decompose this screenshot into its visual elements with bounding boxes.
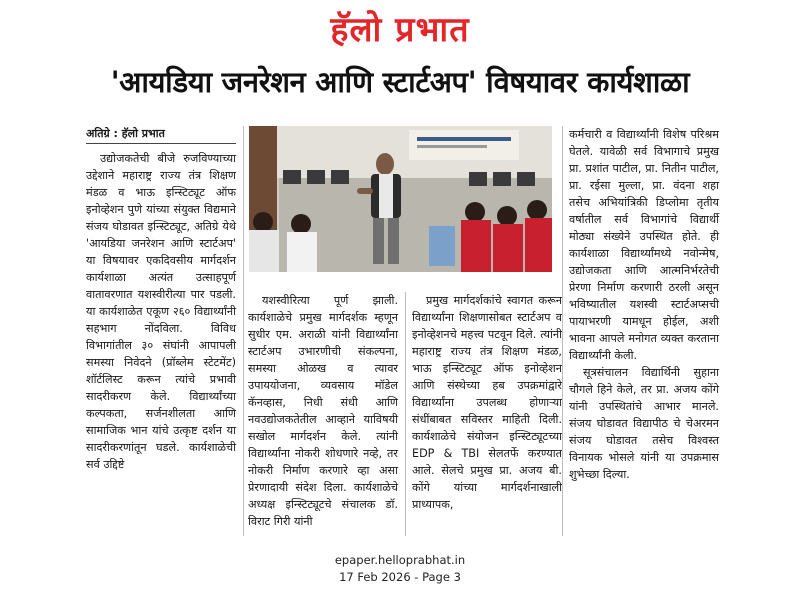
column-3-text: प्रमुख मार्गदर्शकांचे स्वागत करून विद्यार्थ्यांना शिक्षणासोबत स्टार्टअप व इनोव्हेशनचे महत्त्व पटवून दिले. त्यांनी महाराष्ट्र राज्य तंत्र शिक्षण मंडळ, भाऊ इन्स्टिट्यूट ऑफ इनोव्हेशन आणि संस्थेच्या हब उपक्रमांद्वारे विद्यार्थ्यांना उपलब्ध होणाऱ्या संधींबाबत सविस्तर माहिती दिली. कार्यशाळेचे संयोजन इन्स्टिट्यूटच्या EDP & TBI सेलतर्फे करण्यात आले. सेलचे प्रमुख प्रा. अजय बी. कोंगे यांच्या मार्गदर्शनाखाली प्राध्यापक, bbox=[412, 294, 562, 511]
column-divider bbox=[562, 126, 563, 536]
article-column-4 bbox=[569, 126, 719, 483]
newspaper-masthead: हॅलो प्रभात bbox=[330, 10, 470, 50]
article-headline: 'आयडिया जनरेशन आणि स्टार्टअप' विषयावर कार्यशाळा bbox=[110, 65, 690, 99]
workshop-photo-illustration bbox=[249, 126, 552, 272]
article-column-2 bbox=[248, 292, 398, 530]
column-4-text-a: कर्मचारी व विद्यार्थ्यांनी विशेष परिश्रम घेतले. यावेळी सर्व विभागाचे प्रमुख प्रा. प्रशांत पाटील, प्रा. नितीन पाटील, प्रा. रईसा मुल्ला, प्रा. वंदना शहा तसेच अभियांत्रिकी डिप्लोमा तृतीय वर्षातील सर्व विभागांचे विद्यार्थी मोठ्या संख्येने उपस्थित होते. ही कार्यशाळा विद्यार्थ्यांमध्ये नवोन्मेष, उद्योजकता आणि आत्मनिर्भरतेची प्रेरणा निर्माण करणारी ठरली असून भविष्यातील यशस्वी स्टार्टअप्सची पायाभरणी यामधून होईल, अशी भावना आपले मनोगत व्यक्त करताना विद्यार्थ्यांनी केली. bbox=[569, 128, 719, 362]
column-divider bbox=[405, 292, 406, 536]
column-4-text-b: सूत्रसंचालन विद्यार्थिनी सुहाना चौगले हिने केले, तर प्रा. अजय कोंगे यांनी उपस्थितांचे आभार मानले. संजय घोडावत विद्यापीठ चे चेअरमन संजय घोडावत तसेच विश्वस्त विनायक भोसले यांनी या उपक्रमास शुभेच्छा दिल्या. bbox=[569, 366, 719, 481]
article-column-3 bbox=[412, 292, 562, 513]
column-divider bbox=[243, 126, 244, 536]
event-photo bbox=[249, 126, 552, 272]
column-1-text: उद्योजकतेची बीजे रुजविण्याच्या उद्देशाने महाराष्ट्र राज्य तंत्र शिक्षण मंडळ व भाऊ इन्स्टिट्यूट ऑफ इनोव्हेशन पुणे यांच्या संयुक्त विद्यमाने संजय घोडावत इन्स्टिट्यूट, अतिग्रे येथे 'आयडिया जनरेशन आणि स्टार्टअप' या विषयावर एकदिवसीय मार्गदर्शन कार्यशाळा अत्यंत उत्साहपूर्ण वातावरणात यशस्वीरीत्या पार पडली. या कार्यशाळेत एकूण २६० विद्यार्थ्यांनी सहभाग नोंदविला. विविध विभागांतील ३० संघांनी आपापली समस्या निवेदने (प्रॉब्लेम स्टेटमेंट) शॉर्टलिस्ट करून त्यांचे प्रभावी सादरीकरण केले. विद्यार्थ्यांच्या कल्पकता, सर्जनशीलता आणि सामाजिक भान यांचे उत्कृष्ट दर्शन या सादरीकरणांतून घडले. कार्यशाळेची सर्व उद्दिष्टे bbox=[86, 152, 236, 471]
edition-date-page: 17 Feb 2026 - Page 3 bbox=[339, 570, 461, 584]
article-column-1 bbox=[86, 150, 236, 473]
column-2-text: यशस्वीरित्या पूर्ण झाली. कार्यशाळेचे प्रमुख मार्गदर्शक म्हणून सुधीर एम. अराळी यांनी विद्यार्थ्यांना स्टार्टअप उभारणीची संकल्पना, समस्या ओळख व त्यावर उपाययोजना, व्यवसाय मॉडेल कॅनव्हास, निधी संधी आणि नवउद्योजकतेतील आव्हाने याविषयी सखोल मार्गदर्शन केले. त्यांनी विद्यार्थ्यांना नोकरी शोधणारे नव्हे, तर नोकरी निर्माण करणारे व्हा असा प्रेरणादायी संदेश दिला. कार्यशाळेचे अध्यक्ष इन्स्टिट्यूटचे संचालक डॉ. विराट गिरी यांनी bbox=[248, 294, 398, 528]
epaper-site-url[interactable]: epaper.helloprabhat.in bbox=[334, 553, 466, 567]
article-byline: अतिग्रे : हॅलो प्रभात bbox=[86, 126, 236, 144]
